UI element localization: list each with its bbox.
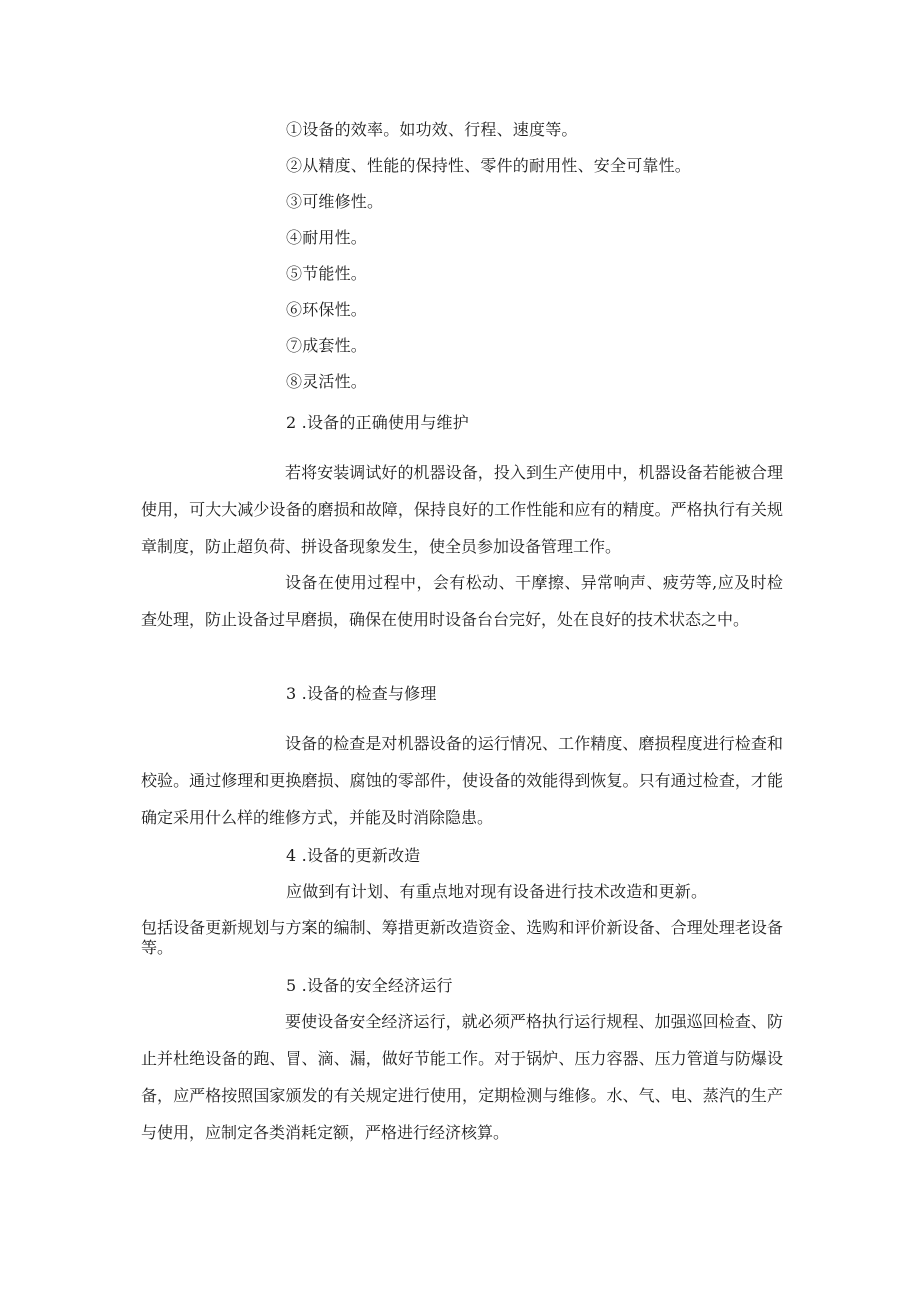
list-item-energy-saving: ⑤节能性。 bbox=[286, 264, 368, 283]
list-item-environmental: ⑥环保性。 bbox=[286, 300, 368, 319]
section-heading-3: 3 .设备的检查与修理 bbox=[286, 684, 437, 703]
section-2-paragraph-2: 设备在使用过程中，会有松动、干摩擦、异常响声、疲劳等,应及时检查处理，防止设备过早磨损，确保在使用时设备台台完好，处在良好的技术状态之中。 bbox=[141, 573, 783, 629]
section-4-paragraph-2: 包括设备更新规划与方案的编制、筹措更新改造资金、选购和评价新设备、合理处理老设备等。 bbox=[141, 918, 783, 957]
list-item-durability: ④耐用性。 bbox=[286, 228, 368, 247]
list-item-completeness: ⑦成套性。 bbox=[286, 336, 368, 355]
list-item-flexibility: ⑧灵活性。 bbox=[286, 372, 368, 391]
section-heading-5: 5 .设备的安全经济运行 bbox=[286, 976, 453, 995]
section-5-paragraph-1: 要使设备安全经济运行，就必须严格执行运行规程、加强巡回检查、防止并杜绝设备的跑、冒、滴、漏，做好节能工作。对于锅炉、压力容器、压力管道与防爆设备，应严格按照国家颁发的有关规定进行使用，定期检测与维修。水、气、电、蒸汽的生产与使用，应制定各类消耗定额，严格进行经济核算。 bbox=[141, 1012, 783, 1142]
list-item-efficiency: ①设备的效率。如功效、行程、速度等。 bbox=[286, 120, 578, 139]
list-item-precision: ②从精度、性能的保持性、零件的耐用性、安全可靠性。 bbox=[286, 156, 692, 175]
section-2-paragraph-1: 若将安装调试好的机器设备，投入到生产使用中，机器设备若能被合理使用，可大大减少设备的磨损和故障，保持良好的工作性能和应有的精度。严格执行有关规章制度，防止超负荷、拼设备现象发生，使全员参加设备管理工作。 bbox=[141, 463, 783, 556]
section-4-paragraph-1: 应做到有计划、有重点地对现有设备进行技术改造和更新。 bbox=[286, 882, 708, 901]
section-heading-2: 2 .设备的正确使用与维护 bbox=[286, 413, 469, 432]
list-item-maintainability: ③可维修性。 bbox=[286, 192, 384, 211]
section-heading-4: 4 .设备的更新改造 bbox=[286, 846, 421, 865]
section-3-paragraph-1: 设备的检查是对机器设备的运行情况、工作精度、磨损程度进行检查和校验。通过修理和更换磨损、腐蚀的零部件，使设备的效能得到恢复。只有通过检查，才能确定采用什么样的维修方式，并能及时消除隐患。 bbox=[141, 734, 783, 827]
